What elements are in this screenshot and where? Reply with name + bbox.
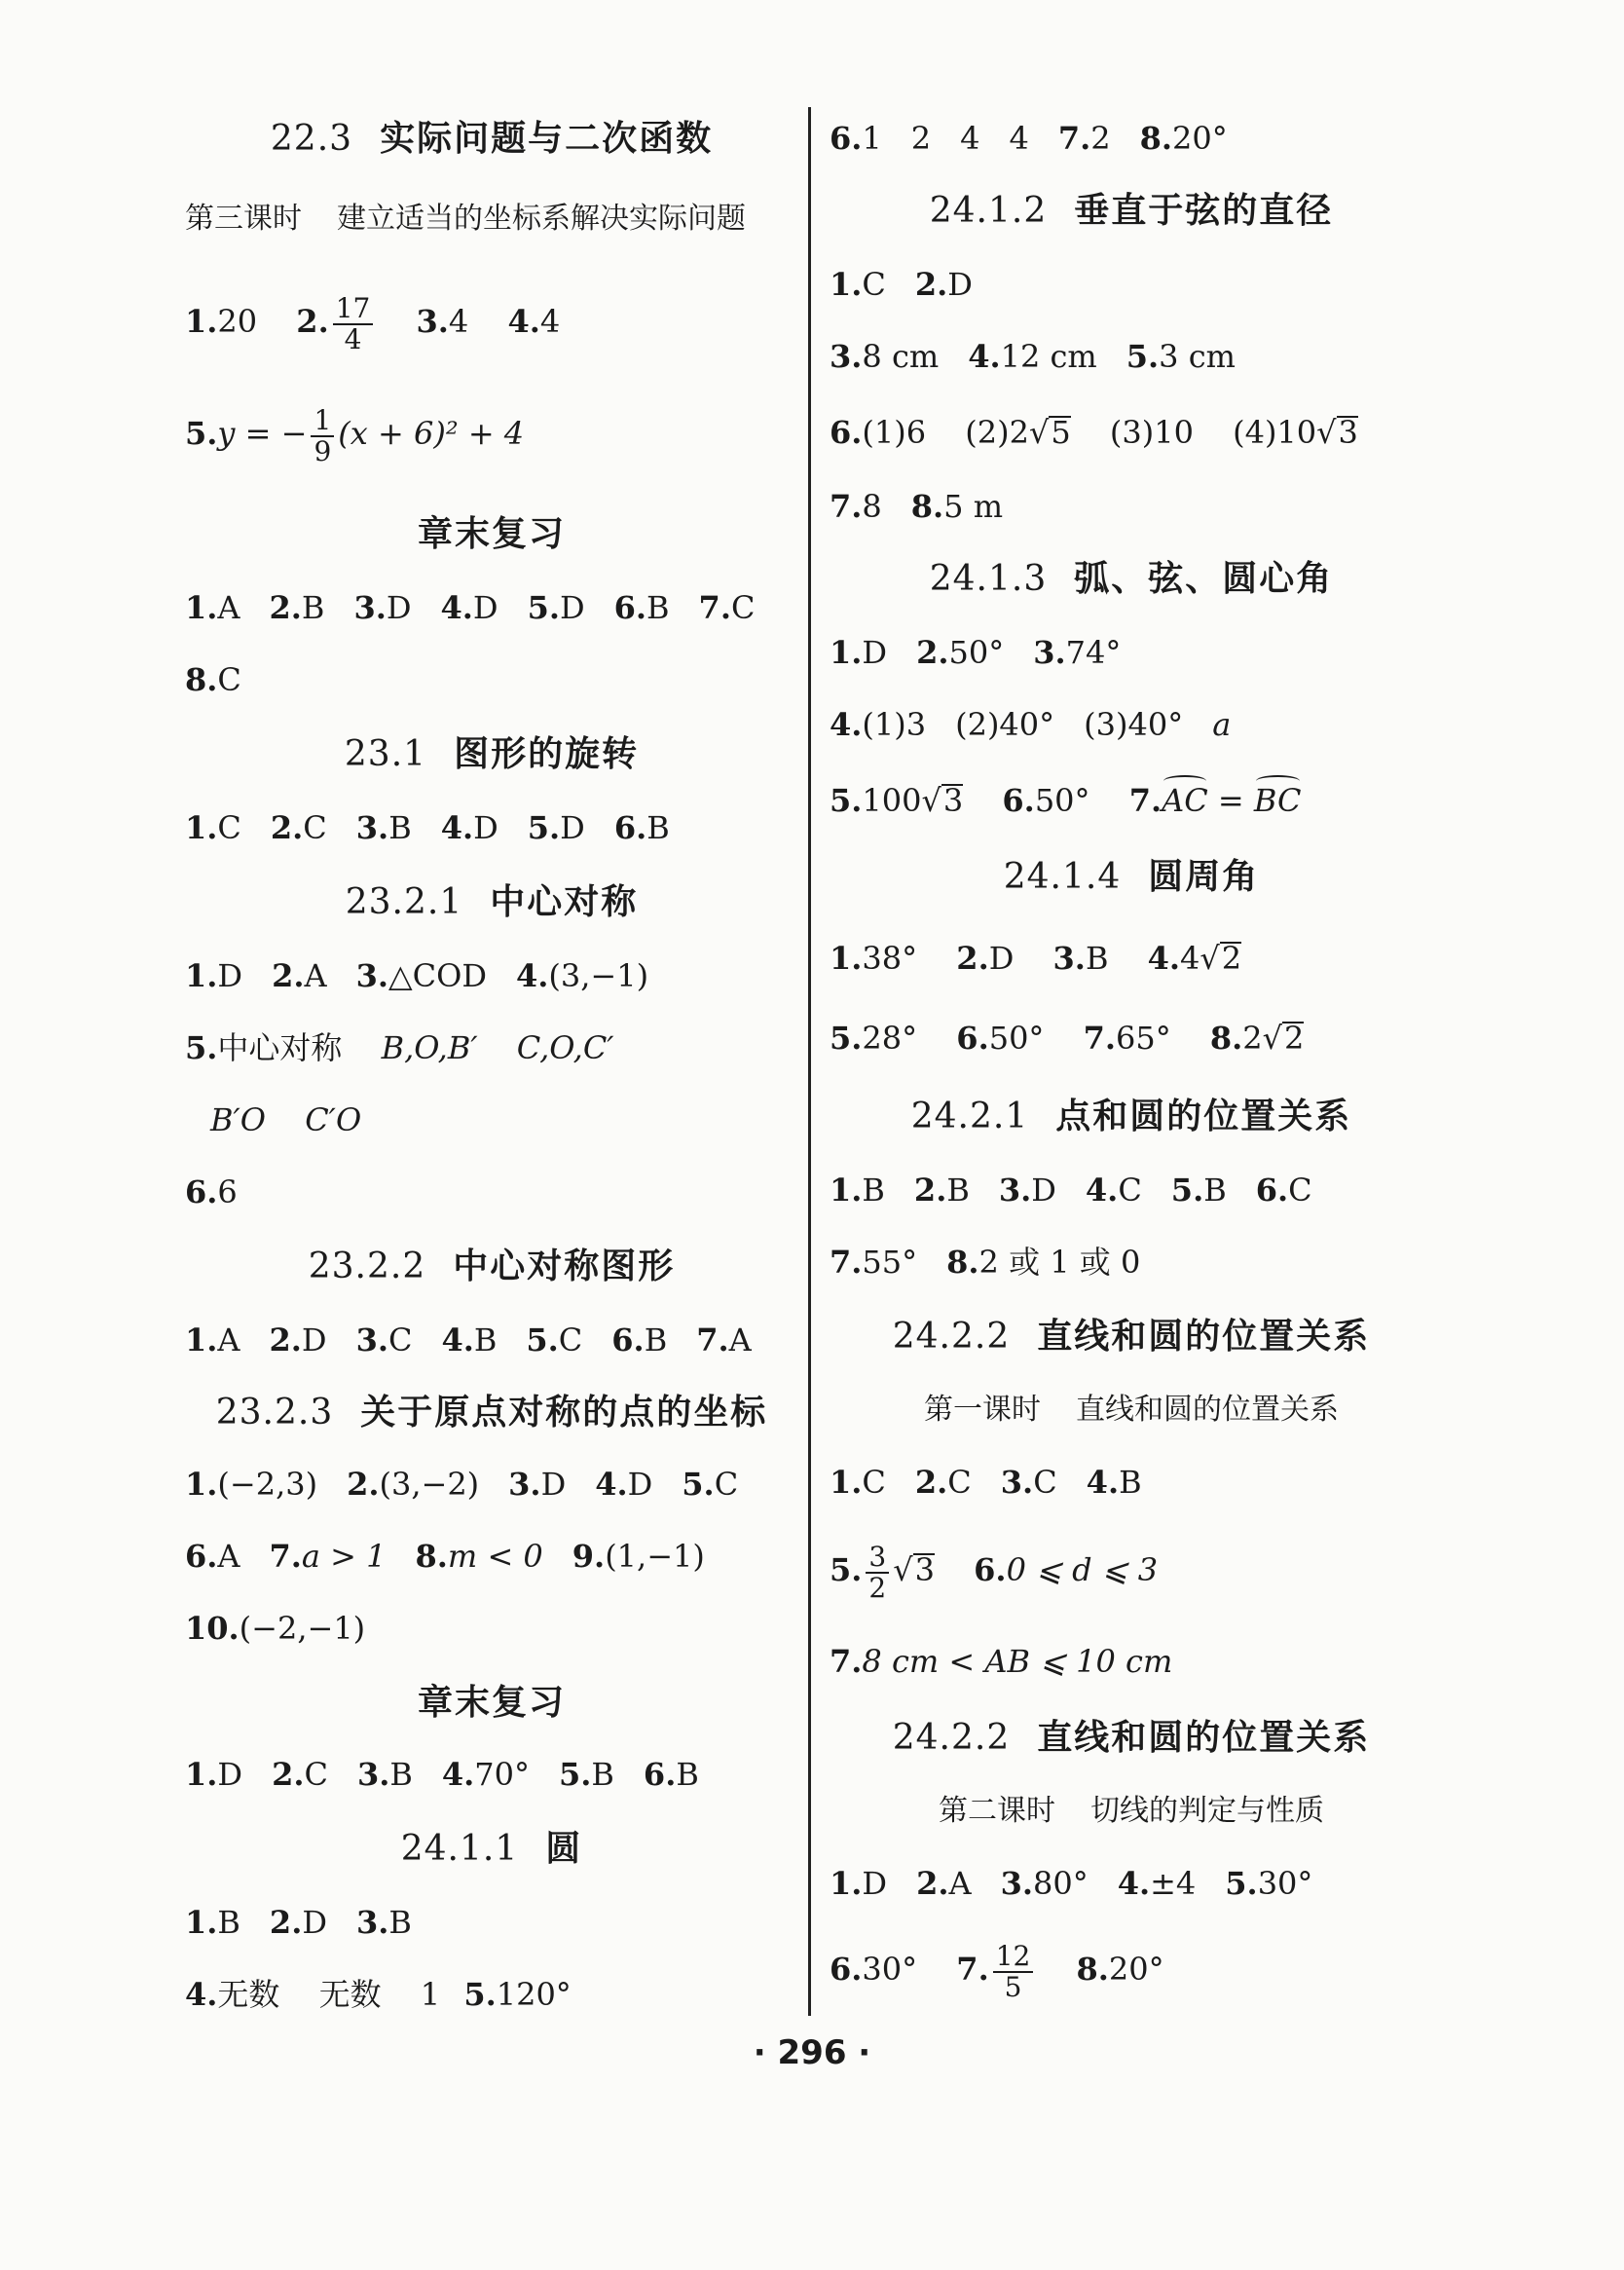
answer-item: 4.12 cm <box>968 338 1097 375</box>
answer-item: 6.B <box>611 1321 668 1358</box>
answer-item: 3.D <box>998 1172 1056 1209</box>
answer-row <box>185 1609 394 1648</box>
answer-row: 5.100√3 6.50° 7.AC = BC <box>830 782 1302 819</box>
answer-item: 6.C <box>1255 1172 1312 1209</box>
answer-item: 1.A <box>185 589 240 626</box>
answer-item: 2.B <box>913 1172 970 1209</box>
answer-item: 4 <box>1009 120 1029 157</box>
answer-item: 2.A <box>916 1865 972 1902</box>
answer-item: 1.D <box>830 1865 888 1902</box>
answer-item: 4.D <box>595 1466 653 1503</box>
answer-item: 7.a > 1 <box>269 1538 387 1575</box>
answer-item: 5.3 cm <box>1126 338 1236 375</box>
answer-item: 2.B <box>269 589 325 626</box>
answer-item: 2.D <box>269 1904 327 1941</box>
answer-row <box>830 1642 1201 1681</box>
answer-row <box>830 337 1265 376</box>
column-divider <box>808 107 811 2016</box>
answer-item: 1.D <box>185 957 243 994</box>
answer-item: 2.C <box>272 1756 328 1793</box>
answer-item: 2.D <box>269 1321 327 1358</box>
fraction: $\frac{1}{9}$ <box>311 406 334 466</box>
section-heading-23-2-2: 23.2.2 中心对称图形 <box>308 1246 676 1286</box>
answer-item: 7.8 cm < AB ⩽ 10 cm <box>830 1643 1173 1680</box>
answer-item: 2.50° <box>916 634 1005 671</box>
answer-item: 5.B <box>1170 1172 1227 1209</box>
answer-item: 6.B <box>613 809 670 846</box>
answer-item: a <box>1212 706 1232 743</box>
answer-row <box>830 265 1002 304</box>
section-heading-23-2-1: 23.2.1 中心对称 <box>345 881 639 922</box>
answer-item: 4.70° <box>441 1756 530 1793</box>
answer-item: 6.B <box>643 1756 699 1793</box>
page-number: · 296 · <box>753 2033 871 2072</box>
answer-item: 5.C <box>682 1466 739 1503</box>
arc-bc: BC <box>1253 782 1302 819</box>
answer-item: 8.5 m <box>910 488 1004 525</box>
answer-item: 4 <box>960 120 980 157</box>
answer-row: 5. $\frac{3}{2}$ √3 6.0 ⩽ d ⩽ 3 <box>830 1540 1159 1604</box>
answer-item: 8.m < 0 <box>415 1538 543 1575</box>
section-heading-24-2-2-b: 24.2.2 直线和圆的位置关系 <box>892 1717 1371 1758</box>
answer-item: 1.C <box>830 266 886 303</box>
answer-item: 3.B <box>356 1756 413 1793</box>
answer-row: 5.中心对称 B,O,B′ C,O,C′ <box>185 1029 614 1066</box>
section-heading-24-1-3: 24.1.3 弧、弦、圆心角 <box>929 558 1334 599</box>
answer-row: 1.20 2. $\frac{17}{4}$ 3.4 4.4 <box>185 291 561 355</box>
answer-row: B′O C′O <box>210 1101 362 1138</box>
answer-row <box>185 1465 767 1504</box>
answer-row: 6.30° 7. $\frac{12}{5}$ 8.20° <box>830 1939 1164 2003</box>
section-heading-24-2-1: 24.2.1 点和圆的位置关系 <box>910 1096 1352 1136</box>
fraction: $\frac{17}{4}$ <box>333 294 374 354</box>
answer-row <box>185 1903 441 1942</box>
answer-row <box>830 1463 1171 1502</box>
answer-item: 3.D <box>508 1466 567 1503</box>
answer-row: 5.28° 6.50° 7.65° 8.2√2 <box>830 1020 1305 1057</box>
answer-item: 1.C <box>830 1464 886 1501</box>
answer-item: 2.C <box>914 1464 972 1501</box>
answer-item: 2.(3,−2) <box>347 1466 480 1503</box>
lesson-subtitle: 第一课时 直线和圆的位置关系 <box>924 1393 1339 1427</box>
answer-item: 5.D <box>527 809 585 846</box>
section-heading-24-2-2-a: 24.2.2 直线和圆的位置关系 <box>892 1316 1371 1357</box>
answer-item: 5.C <box>526 1321 583 1358</box>
answer-item: 10.(−2,−1) <box>185 1610 366 1647</box>
answer-row <box>830 633 1150 672</box>
section-heading-review-2: 章末复习 <box>417 1682 566 1723</box>
answer-item: 9.(1,−1) <box>572 1538 705 1575</box>
answer-item: 7.C <box>698 589 756 626</box>
answer-row: 1.38° 2.D 3.B 4.4√2 <box>830 940 1242 977</box>
section-heading-24-1-1: 24.1.1 圆 <box>400 1828 583 1869</box>
section-heading-24-1-4: 24.1.4 圆周角 <box>1003 856 1260 897</box>
answer-item: 3.C <box>355 1321 413 1358</box>
answer-row <box>185 1172 267 1211</box>
lesson-subtitle: 第三课时 建立适当的坐标系解决实际问题 <box>185 202 746 236</box>
answer-row <box>185 808 699 847</box>
answer-item: 6.A <box>185 1538 240 1575</box>
answer-item: 5.B <box>559 1756 614 1793</box>
answer-item: 3.74° <box>1033 634 1122 671</box>
answer-item: 2.C <box>270 809 327 846</box>
answer-row <box>185 588 784 627</box>
answer-item: 4.±4 <box>1117 1865 1197 1902</box>
answer-item: 3.80° <box>1000 1865 1089 1902</box>
answer-item: 3.△COD <box>355 957 487 994</box>
answer-item: 7.A <box>696 1321 752 1358</box>
answer-item: 1.D <box>830 634 888 671</box>
answer-item: 2 <box>910 120 932 157</box>
answer-row <box>185 956 678 995</box>
answer-row <box>185 660 271 699</box>
answer-item: 1.C <box>185 809 241 846</box>
answer-row <box>830 119 1257 158</box>
section-heading-22-3: 22.3 实际问题与二次函数 <box>270 118 714 159</box>
answer-item: 2.D <box>914 266 973 303</box>
answer-item: 2.A <box>272 957 327 994</box>
fraction: $\frac{12}{5}$ <box>993 1942 1034 2002</box>
arc-ac: AC <box>1162 782 1208 819</box>
answer-row <box>830 487 1032 526</box>
answer-item: 6.B <box>613 589 670 626</box>
answer-item: 4.(1)3 <box>830 706 927 743</box>
answer-item: 6.6 <box>185 1173 238 1210</box>
answer-item: 7.2 <box>1057 120 1111 157</box>
answer-item: 8.20° <box>1139 120 1228 157</box>
answer-item: 3.D <box>353 589 412 626</box>
section-heading-review: 章末复习 <box>417 513 566 554</box>
answer-item: 1.B <box>830 1172 885 1209</box>
answer-item: 3.C <box>1000 1464 1057 1501</box>
answer-row <box>830 1864 1342 1903</box>
answer-item: 1.(−2,3) <box>185 1466 318 1503</box>
answer-item: 7.55° <box>830 1244 918 1281</box>
section-heading-23-2-3: 23.2.3 关于原点对称的点的坐标 <box>215 1392 768 1433</box>
answer-item: 1.B <box>185 1904 240 1941</box>
section-heading-24-1-2: 24.1.2 垂直于弦的直径 <box>929 190 1334 231</box>
answer-row <box>185 1321 781 1359</box>
answer-row: 6.(1)6 (2)2√5 (3)10 (4)10√3 <box>830 414 1358 451</box>
section-heading-23-1: 23.1 图形的旋转 <box>344 733 640 774</box>
answer-item: (2)40° <box>955 706 1055 743</box>
answer-row <box>830 1243 1169 1282</box>
answer-item: (3)40° <box>1084 706 1184 743</box>
lesson-subtitle: 第二课时 切线的判定与性质 <box>939 1794 1324 1828</box>
answer-item: 6.1 <box>830 120 882 157</box>
answer-item: 5.D <box>527 589 585 626</box>
answer-item: 3.B <box>355 1904 412 1941</box>
answer-item: 4.D <box>440 589 498 626</box>
answer-item: 1.D <box>185 1756 243 1793</box>
answer-row: 4.无数 无数 1 5.120° <box>185 1976 572 2013</box>
answer-item: 4.(3,−1) <box>515 957 649 994</box>
answer-row <box>185 1755 728 1794</box>
answer-item: 7.8 <box>830 488 882 525</box>
answer-item: 8.C <box>185 661 241 698</box>
answer-item: 4.B <box>441 1321 498 1358</box>
answer-item: 4.B <box>1086 1464 1142 1501</box>
fraction: $\frac{3}{2}$ <box>866 1543 889 1603</box>
answer-item: 4.D <box>440 809 498 846</box>
answer-item: 5.30° <box>1225 1865 1313 1902</box>
answer-row <box>185 1537 734 1576</box>
answer-item: 8.2 或 1 或 0 <box>946 1244 1141 1281</box>
answer-item: 3.8 cm <box>830 338 940 375</box>
answer-row <box>830 1171 1342 1209</box>
answer-row <box>830 705 1260 744</box>
answer-item: 3.B <box>355 809 412 846</box>
answer-row: 5.y = − $\frac{1}{9}$ (x + 6)² + 4 <box>185 403 525 467</box>
answer-item: 1.A <box>185 1321 240 1358</box>
answer-item: 4.C <box>1085 1172 1142 1209</box>
